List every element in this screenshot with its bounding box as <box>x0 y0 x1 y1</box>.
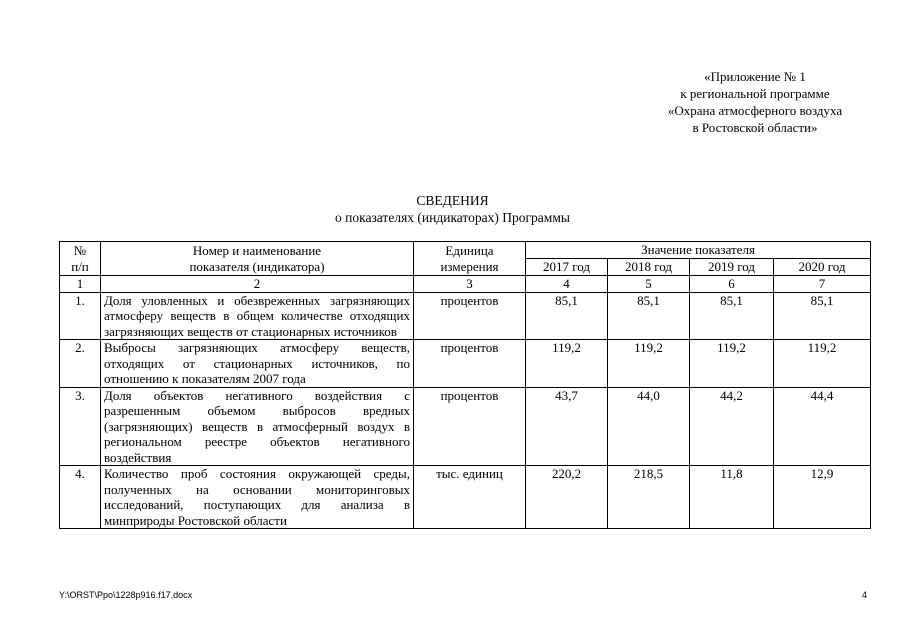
row-value-2020: 12,9 <box>774 466 871 529</box>
appendix-line-1: «Приложение № 1 <box>704 69 806 84</box>
index-cell: 1 <box>60 276 101 293</box>
appendix-header <box>620 68 890 136</box>
header-unit: Единица измерения <box>414 242 526 276</box>
title-heading: СВЕДЕНИЯ <box>416 193 489 208</box>
table-row <box>60 387 871 466</box>
row-value-2017: 220,2 <box>526 466 608 529</box>
row-unit: тыс. единиц <box>414 466 526 529</box>
row-num: 2. <box>60 340 101 388</box>
index-cell: 6 <box>690 276 774 293</box>
row-unit: процентов <box>414 340 526 388</box>
header-name: Номер и наименование показателя (индикатора) <box>101 242 414 276</box>
row-value-2017: 119,2 <box>526 340 608 388</box>
row-value-2018: 85,1 <box>608 292 690 340</box>
row-name: Доля уловленных и обезвреженных загрязняющих атмосферу веществ в общем количестве отходящих загрязняющих веществ от стационарных источников <box>101 292 414 340</box>
row-unit: процентов <box>414 387 526 466</box>
index-cell: 3 <box>414 276 526 293</box>
appendix-line-2: к региональной программе <box>680 86 830 101</box>
row-name: Количество проб состояния окружающей среды, полученных на основании мониторинговых исследований, поступающих для анализа в минприроды Ростовской области <box>101 466 414 529</box>
header-num: № п/п <box>60 242 101 276</box>
index-cell: 5 <box>608 276 690 293</box>
header-value-group: Значение показателя <box>526 242 871 259</box>
row-value-2018: 44,0 <box>608 387 690 466</box>
row-value-2020: 44,4 <box>774 387 871 466</box>
row-value-2018: 119,2 <box>608 340 690 388</box>
appendix-line-3: «Охрана атмосферного воздуха <box>667 103 843 118</box>
row-value-2019: 11,8 <box>690 466 774 529</box>
table-row <box>60 292 871 340</box>
header-year-2019: 2019 год <box>690 259 774 276</box>
row-value-2020: 85,1 <box>774 292 871 340</box>
table-row <box>60 340 871 388</box>
table-row <box>60 466 871 529</box>
row-value-2019: 119,2 <box>690 340 774 388</box>
appendix-line-4: в Ростовской области» <box>692 120 818 135</box>
index-row <box>60 276 871 293</box>
index-cell: 4 <box>526 276 608 293</box>
row-unit: процентов <box>414 292 526 340</box>
row-num: 3. <box>60 387 101 466</box>
index-cell: 2 <box>101 276 414 293</box>
row-name: Выбросы загрязняющих атмосферу веществ, отходящих от стационарных источников, по отношению к показателям 2007 года <box>101 340 414 388</box>
row-value-2019: 44,2 <box>690 387 774 466</box>
title-subheading: о показателях (индикаторах) Программы <box>335 210 570 225</box>
row-num: 4. <box>60 466 101 529</box>
document-title <box>0 192 905 226</box>
row-value-2020: 119,2 <box>774 340 871 388</box>
row-value-2018: 218,5 <box>608 466 690 529</box>
header-year-2018: 2018 год <box>608 259 690 276</box>
indicators-table <box>59 241 871 529</box>
page-number: 4 <box>862 590 868 600</box>
header-year-2020: 2020 год <box>774 259 871 276</box>
row-value-2017: 85,1 <box>526 292 608 340</box>
index-cell: 7 <box>774 276 871 293</box>
row-value-2019: 85,1 <box>690 292 774 340</box>
row-num: 1. <box>60 292 101 340</box>
header-year-2017: 2017 год <box>526 259 608 276</box>
row-name: Доля объектов негативного воздействия с разрешенным объемом выбросов вредных (загрязняющих) веществ в атмосферный воздух в региональном реестре объектов негативного воздействия <box>101 387 414 466</box>
footer-file-path: Y:\ORST\Ppo\1228p916.f17.docx <box>59 590 193 600</box>
row-value-2017: 43,7 <box>526 387 608 466</box>
